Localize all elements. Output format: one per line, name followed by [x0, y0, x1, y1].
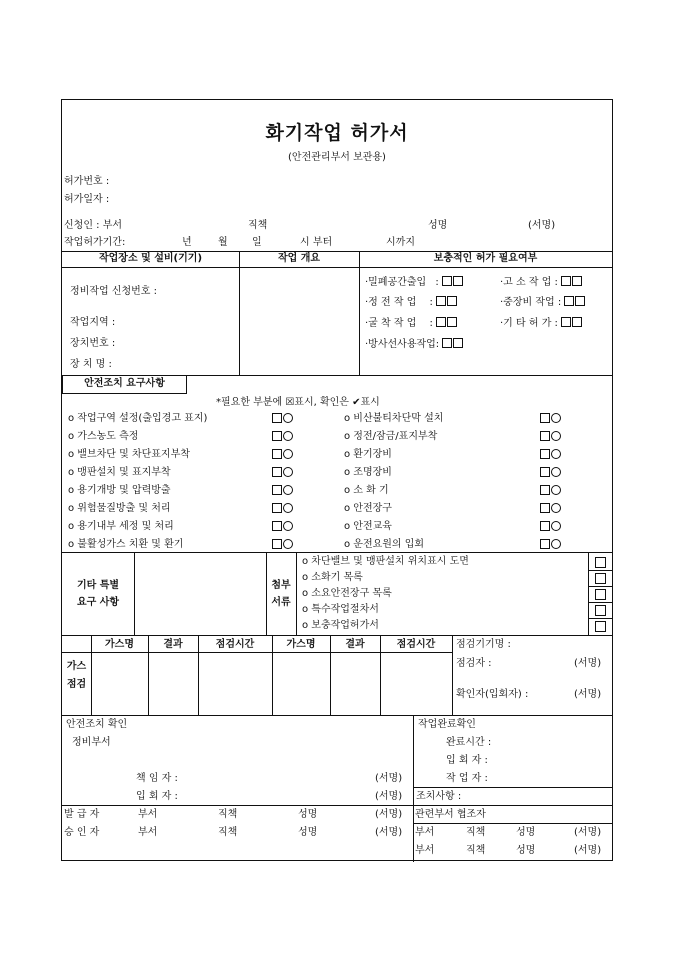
extra-label: ·정 전 작 업 [365, 297, 417, 308]
action-label: 조치사항 : [416, 791, 462, 802]
circle-icon[interactable] [551, 521, 561, 531]
completion-witness-label: 입 회 자 : [446, 755, 488, 766]
approver-dept: 부서 [138, 827, 158, 838]
attached-doc-item: o 차단밸브 및 맹판설치 위치표시 도면 [302, 556, 469, 567]
period-label: 작업허가기간: [64, 237, 126, 248]
checkbox-icon[interactable] [447, 317, 457, 327]
checkbox-icon[interactable] [575, 296, 585, 306]
safety-right-item: o 운전요원의 입회 [344, 539, 425, 550]
extra-label: ·고 소 작 업 [500, 277, 552, 288]
approver-position: 직책 [218, 827, 238, 838]
check-marks [540, 503, 561, 516]
checkbox-icon[interactable] [540, 449, 550, 459]
permit-date-label: 허가일자 : [64, 194, 110, 205]
checkbox-icon[interactable] [272, 503, 282, 513]
circle-icon[interactable] [283, 431, 293, 441]
circle-icon[interactable] [283, 521, 293, 531]
check-marks [540, 539, 561, 552]
applicant-label: 신청인 : 부서 [64, 220, 123, 231]
check-marks [272, 539, 293, 552]
extra-label: ·밀폐공간출입 [365, 277, 427, 288]
safety-left-item: o 용기내부 세정 및 처리 [68, 521, 174, 532]
check-marks [272, 467, 293, 480]
circle-icon[interactable] [551, 503, 561, 513]
extra-label: ·기 타 허 가 [500, 318, 552, 329]
gas-col-result: 결과 [163, 639, 183, 650]
circle-icon[interactable] [551, 485, 561, 495]
period-hour-to: 시까지 [386, 237, 415, 248]
safety-right-item: o 정전/잠금/표지부착 [344, 431, 438, 442]
checkbox-icon[interactable] [540, 467, 550, 477]
approver-name: 성명 [298, 827, 318, 838]
checkbox-icon[interactable] [540, 485, 550, 495]
issuer-sign: (서명) [375, 809, 403, 820]
checkbox-icon[interactable] [540, 539, 550, 549]
col-extra: 보충적인 허가 필요여부 [433, 253, 538, 264]
circle-icon[interactable] [283, 467, 293, 477]
checkbox-icon[interactable] [595, 605, 606, 616]
checkbox-icon[interactable] [272, 431, 282, 441]
check-marks [272, 503, 293, 516]
position-label: 직책 [248, 220, 268, 231]
safety-right-item: o 환기장비 [344, 449, 392, 460]
coop1-sign: (서명) [574, 827, 602, 838]
checkbox-icon[interactable] [595, 557, 606, 568]
completion-title: 작업완료확인 [418, 719, 476, 730]
equip-name-label: 장 치 명 : [70, 359, 112, 370]
gas-col-time: 점검시간 [215, 639, 255, 650]
checkbox-icon[interactable] [595, 589, 606, 600]
period-year: 년 [182, 237, 192, 248]
extra-label: ·방사선사용작업: [365, 339, 440, 350]
approver-sign: (서명) [375, 827, 403, 838]
safety-right-item: o 안전교육 [344, 521, 392, 532]
circle-icon[interactable] [283, 449, 293, 459]
form-title: 화기작업 허가서 [265, 122, 409, 144]
coop1-name: 성명 [516, 827, 536, 838]
checkbox-icon[interactable] [272, 485, 282, 495]
gas-label-1: 가스 [66, 661, 87, 672]
area-label: 작업지역 : [70, 317, 116, 328]
gas-witness-sign: (서명) [574, 689, 602, 700]
safety-right-item: o 비산불티차단막 설치 [344, 413, 444, 424]
checkbox-icon[interactable] [540, 431, 550, 441]
col-overview: 작업 개요 [277, 253, 321, 264]
checkbox-icon[interactable] [436, 317, 446, 327]
issuer-position: 직책 [218, 809, 238, 820]
issuer-name: 성명 [298, 809, 318, 820]
gas-witness-label: 확인자(입회자) : [456, 689, 529, 700]
check-marks [540, 485, 561, 498]
safety-left-item: o 위험물질방출 및 처리 [68, 503, 171, 514]
gas-label-2: 점검 [66, 679, 87, 690]
col-place: 작업장소 및 설비(기기) [98, 253, 203, 264]
circle-icon[interactable] [551, 413, 561, 423]
period-day: 일 [252, 237, 262, 248]
checkbox-icon[interactable] [272, 449, 282, 459]
checkbox-icon[interactable] [272, 521, 282, 531]
safety-note: *필요한 부분에 ☒표시, 확인은 ✔표시 [216, 397, 380, 408]
issuer-dept: 부서 [138, 809, 158, 820]
approver-label: 승 인 자 [64, 827, 100, 838]
checkbox-icon[interactable] [442, 338, 452, 348]
coop2-sign: (서명) [574, 845, 602, 856]
check-marks [540, 467, 561, 480]
completion-time-label: 완료시간 : [446, 737, 492, 748]
attached-doc-item: o 특수작업절차서 [302, 604, 379, 615]
applicant-sign: (서명) [528, 220, 556, 231]
checkbox-icon[interactable] [540, 503, 550, 513]
form-subtitle: (안전관리부서 보관용) [288, 152, 386, 163]
safety-left-item: o 용기개방 및 압력방출 [68, 485, 171, 496]
gas-device-label: 점검기기명 : [456, 639, 511, 650]
completion-worker-label: 작 업 자 : [446, 773, 488, 784]
maint-dept-label: 정비부서 [72, 737, 111, 748]
attached-doc-item: o 소화기 목록 [302, 572, 363, 583]
check-marks [272, 485, 293, 498]
checkbox-icon[interactable] [572, 317, 582, 327]
permit-form: 화기작업 허가서 (안전관리부서 보관용) 허가번호 : 허가일자 : 신청인 : 부서 직책 성명 (서명) 작업허가기간: 년 월 일 시 부터 시까지 작업장소 및 설비(기기) 작업 개요 보충적인 허가 필요여부 정비작업 신청번호 : 작업지역 : 장치번호 : 장 치 명 : ·밀폐공간출입 : ·고 소 작 업 : ·정 전 작 업 : ·중장비 작업 : ·굴 착 작 업 : ·기 타 허 가 : ·방사선사용작업: 안전조치 요구사항 *필요한 부분에 ☒표시, 확인은 ✔표시 o 작업구역 설정(출입경고 표지) o 가스농도 측정 o 밸브차단 및 차단표지부착 o 맹판설치 및 표지부착 o 용기개방 및 압력방출 o 위험물질방출 및 처리 o 용기내부 세정 및 처리 o 불활성가스 치환 및 환기 o 비산불티차단막 설치 o 정전/잠금/표지부착 o 환기장비 o 조명장비 o 소 화 기 o 안전장구 o 안전교육 o 운전요원의 입회 기타 특별 요구 사항 첨부 서류 o 차단밸브 및 맹판설치 위치표시 도면 o 소화기 목록 o 소요안전장구 목록 o 특수작업절차서 o 보충작업허가서 가스 점검 가스명 결과 점검시간 가스명 결과 점검시간 점검기기명 : 점검자 : (서명) 확인자(입회자) : (서명) 안전조치 확인 정비부서 책 임 자 : (서명) 입 회 자 : (서명) 작업완료확인 완료시간 : 입 회 자 : 작 업 자 : 조치사항 : 발 급 자 부서 직책 성명 (서명) 승 인 자 부서 직책 성명 (서명) 관련부서 협조자 부서 직책 성명 (서명) 부서 직책 성명 (서명) [61, 99, 613, 861]
request-no-label: 정비작업 신청번호 : [70, 286, 158, 297]
safety-right-item: o 소 화 기 [344, 485, 389, 496]
gas-inspector-label: 점검자 : [456, 658, 492, 669]
checkbox-icon[interactable] [595, 621, 606, 632]
safety-heading: 안전조치 요구사항 [62, 375, 187, 394]
coop2-dept: 부서 [415, 845, 435, 856]
circle-icon[interactable] [283, 539, 293, 549]
coop1-dept: 부서 [415, 827, 435, 838]
witness-sign: (서명) [375, 791, 403, 802]
safety-right-item: o 안전장구 [344, 503, 392, 514]
responsible-sign: (서명) [375, 773, 403, 784]
circle-icon[interactable] [283, 503, 293, 513]
attach-label-1: 첨부 [271, 580, 291, 591]
circle-icon[interactable] [551, 539, 561, 549]
checkbox-icon[interactable] [272, 467, 282, 477]
coop1-position: 직책 [466, 827, 486, 838]
circle-icon[interactable] [283, 485, 293, 495]
safety-confirm-title: 안전조치 확인 [66, 719, 128, 730]
circle-icon[interactable] [283, 413, 293, 423]
permit-no-label: 허가번호 : [64, 176, 110, 187]
checkbox-icon[interactable] [540, 413, 550, 423]
checkbox-icon[interactable] [572, 276, 582, 286]
check-marks [540, 521, 561, 534]
special-label-1: 기타 특별 [76, 580, 120, 591]
checkbox-icon[interactable] [564, 296, 574, 306]
attached-doc-item: o 보충작업허가서 [302, 620, 379, 631]
special-label-2: 요구 사항 [76, 597, 120, 608]
safety-right-item: o 조명장비 [344, 467, 392, 478]
circle-icon[interactable] [551, 467, 561, 477]
checkbox-icon[interactable] [540, 521, 550, 531]
check-marks [272, 431, 293, 444]
circle-icon[interactable] [551, 431, 561, 441]
checkbox-icon[interactable] [447, 296, 457, 306]
coop2-name: 성명 [516, 845, 536, 856]
gas-col-name-2: 가스명 [286, 639, 316, 650]
gas-inspector-sign: (서명) [574, 658, 602, 669]
checkbox-icon[interactable] [453, 338, 463, 348]
gas-col-result-2: 결과 [345, 639, 365, 650]
gas-col-name: 가스명 [105, 639, 134, 650]
safety-left-item: o 맹판설치 및 표지부착 [68, 467, 171, 478]
attach-label-2: 서류 [271, 597, 291, 608]
safety-left-item: o 밸브차단 및 차단표지부착 [68, 449, 190, 460]
equip-no-label: 장치번호 : [70, 338, 116, 349]
gas-col-time-2: 점검시간 [396, 639, 436, 650]
doc-checkbox [595, 621, 606, 636]
check-marks [540, 449, 561, 462]
checkbox-icon[interactable] [561, 317, 571, 327]
check-marks [272, 413, 293, 426]
extra-label: ·중장비 작업 [500, 297, 555, 308]
responsible-label: 책 임 자 : [136, 773, 178, 784]
coop-title: 관련부서 협조자 [415, 809, 486, 820]
check-marks [272, 521, 293, 534]
check-marks [540, 413, 561, 426]
period-hour-from: 시 부터 [300, 237, 333, 248]
checkbox-icon[interactable] [595, 573, 606, 584]
checkbox-icon[interactable] [436, 296, 446, 306]
check-marks [272, 449, 293, 462]
checkbox-icon[interactable] [453, 276, 463, 286]
witness-label: 입 회 자 : [136, 791, 178, 802]
checkbox-icon[interactable] [272, 539, 282, 549]
safety-left-item: o 불활성가스 치환 및 환기 [68, 539, 184, 550]
circle-icon[interactable] [551, 449, 561, 459]
check-marks [540, 431, 561, 444]
coop2-position: 직책 [466, 845, 486, 856]
checkbox-icon[interactable] [272, 413, 282, 423]
issuer-label: 발 급 자 [64, 809, 100, 820]
checkbox-icon[interactable] [442, 276, 452, 286]
name-label: 성명 [428, 220, 448, 231]
extra-label: ·굴 착 작 업 [365, 318, 417, 329]
safety-left-item: o 작업구역 설정(출입경고 표지) [68, 413, 208, 424]
checkbox-icon[interactable] [561, 276, 571, 286]
attached-doc-item: o 소요안전장구 목록 [302, 588, 392, 599]
safety-left-item: o 가스농도 측정 [68, 431, 139, 442]
period-month: 월 [218, 237, 228, 248]
